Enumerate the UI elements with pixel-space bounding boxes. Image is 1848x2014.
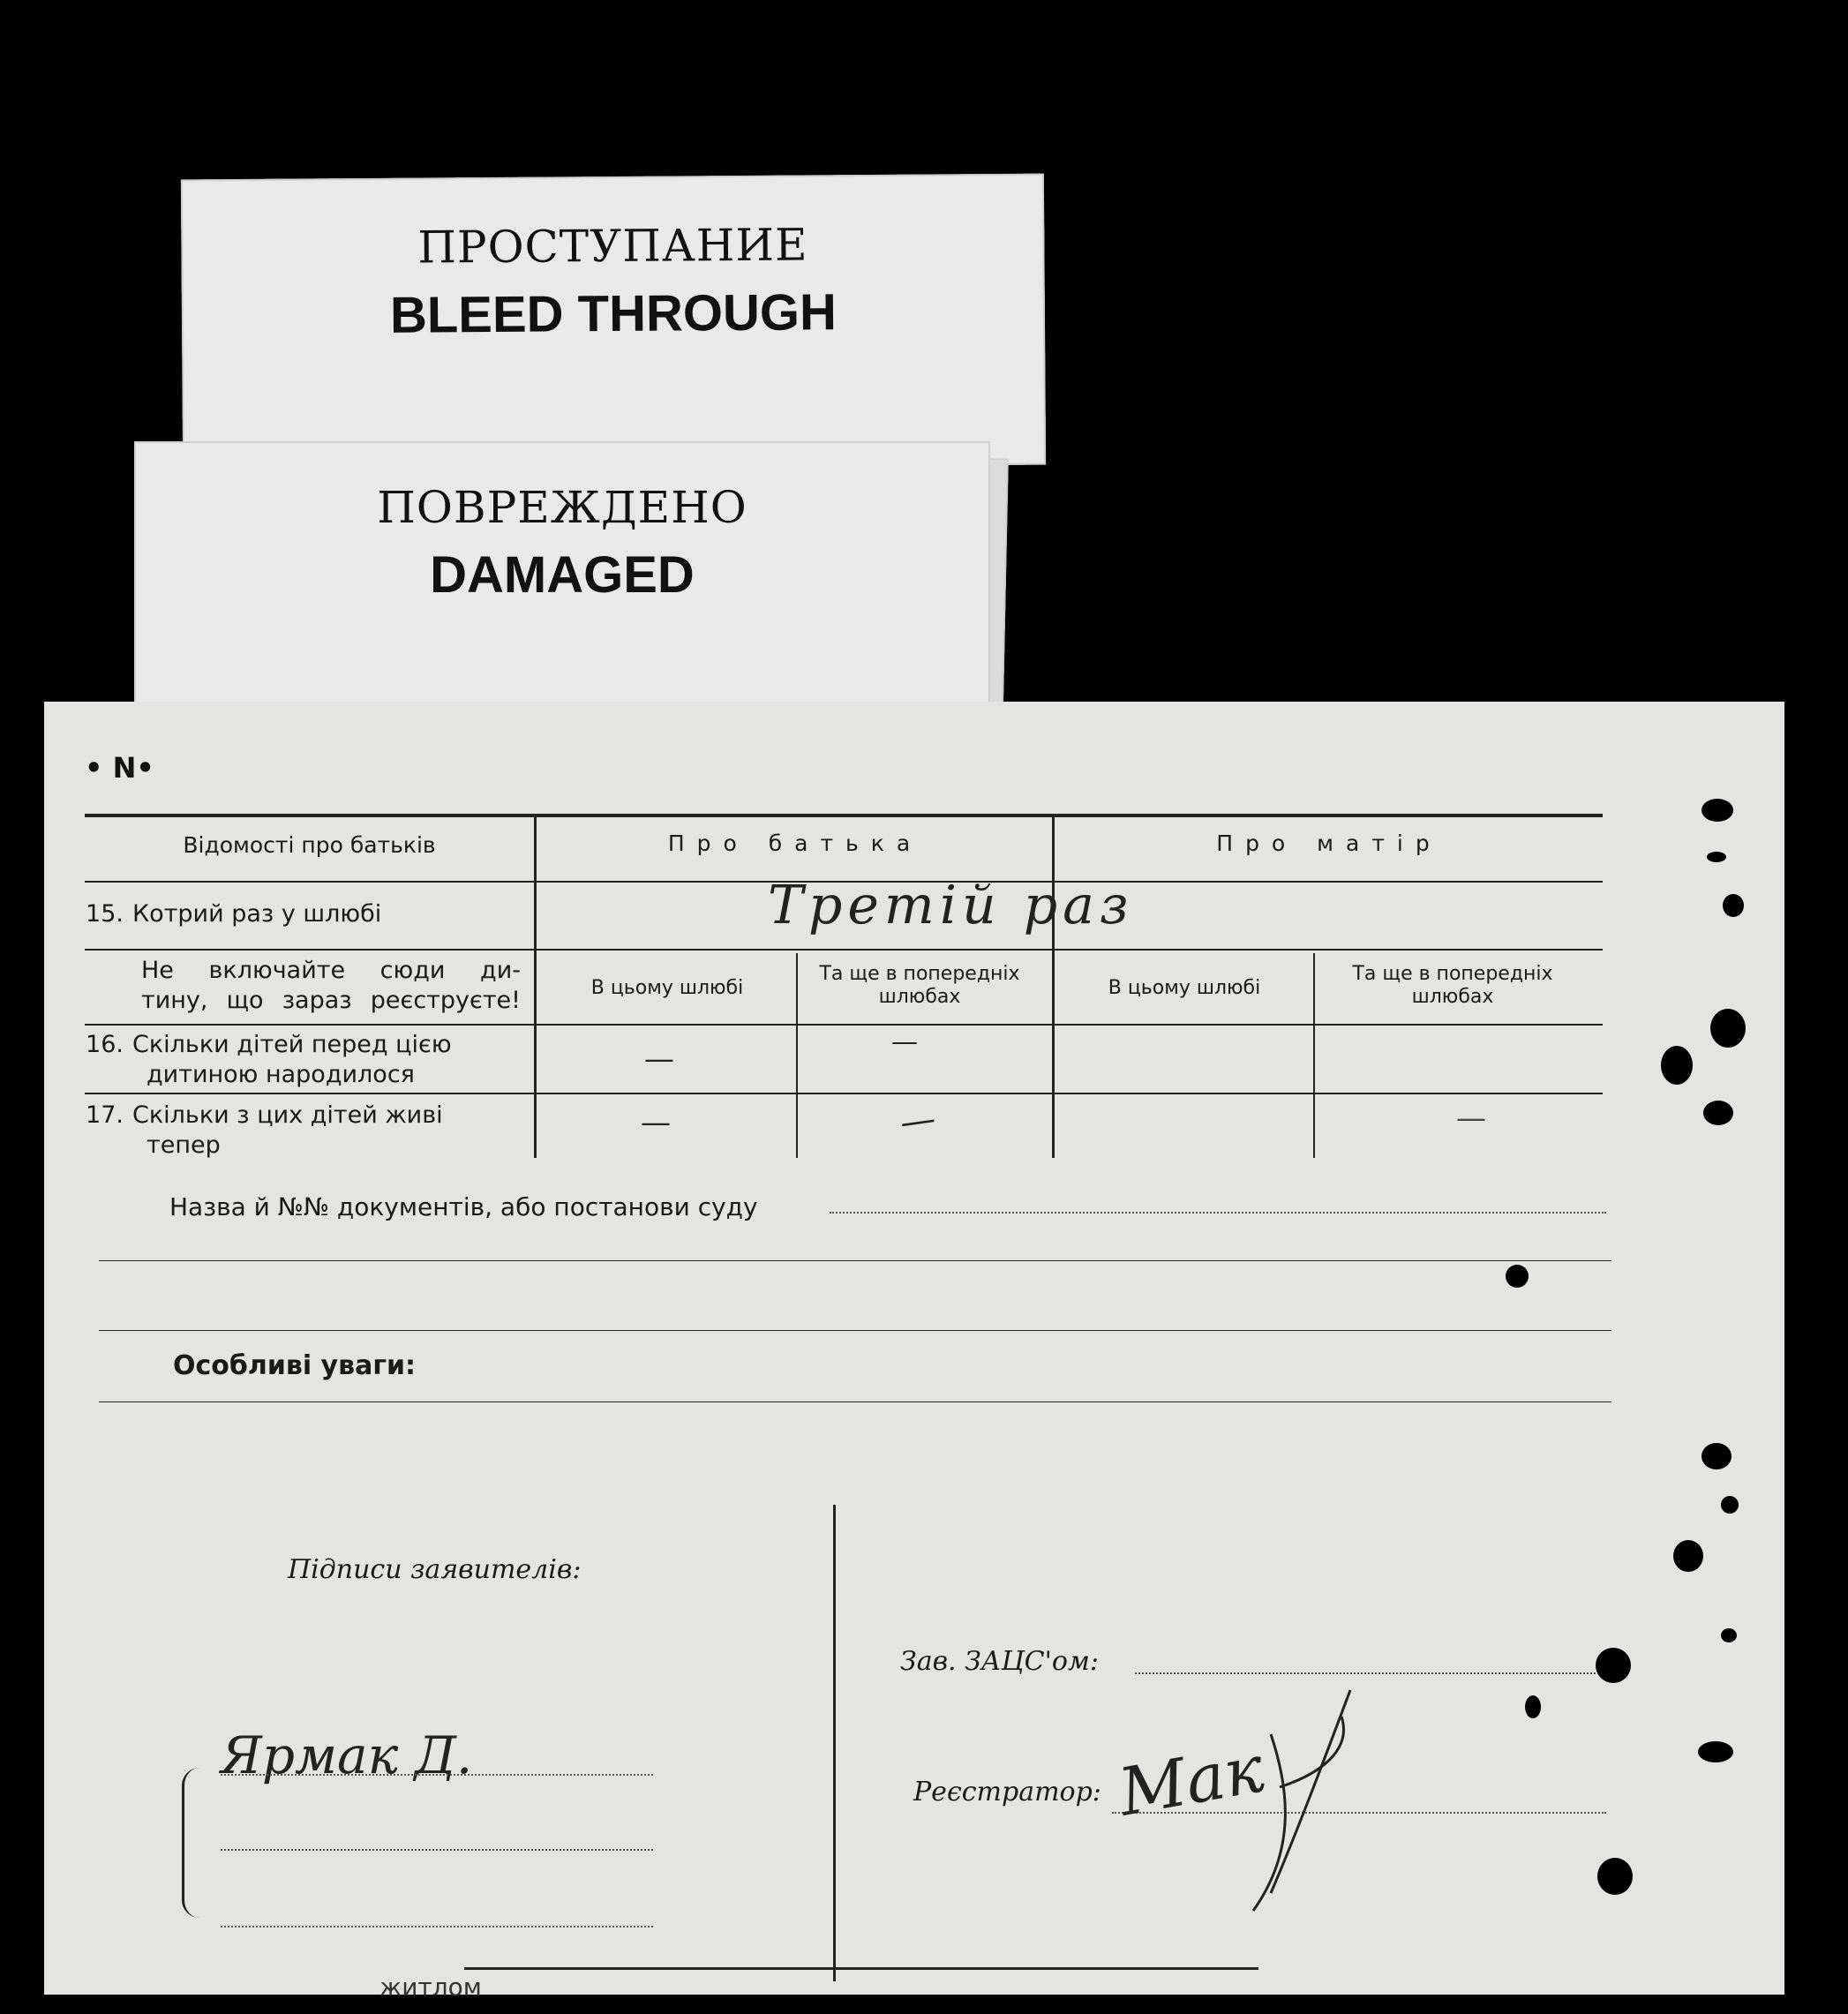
applicant-line-1 <box>221 1774 653 1776</box>
row17-line-2: тепер <box>146 1131 221 1159</box>
punch-hole-14 <box>1698 1741 1733 1762</box>
row17-question <box>74 1101 533 1131</box>
row17-line-1: Скільки з цих дітей живі <box>132 1101 443 1129</box>
punch-hole-2 <box>1707 852 1726 862</box>
row15-rule <box>85 949 1603 951</box>
documents-dotted-line <box>830 1212 1606 1214</box>
header-about-father: Про батька <box>667 830 923 856</box>
punch-hole-15 <box>1597 1858 1633 1895</box>
row16-question <box>74 1030 533 1060</box>
father-this-marriage-header: В цьому шлюбі <box>590 977 744 999</box>
row16-father-this-value: — <box>644 1041 674 1077</box>
damaged-notice <box>134 441 990 706</box>
row16-number: 16. <box>86 1031 124 1058</box>
mother-prev-marriages-header: Та ще в попередніх шлюбах <box>1352 963 1553 1008</box>
registration-form-page <box>44 702 1784 2002</box>
punch-hole-11 <box>1721 1628 1737 1642</box>
punch-hole-7 <box>1506 1265 1529 1288</box>
damaged-label-ua: ПОВРЕЖДЕНО <box>377 482 747 533</box>
row16-rule <box>85 1093 1603 1094</box>
row15-question <box>74 899 533 929</box>
punch-hole-5 <box>1661 1046 1693 1085</box>
col-divider-mother-sub <box>1313 953 1315 1158</box>
row16-father-prev-value: — <box>891 1026 918 1057</box>
col-divider-1 <box>534 814 537 1158</box>
row15-handwritten-value: Третій раз <box>768 875 1134 936</box>
damaged-label-en: DAMAGED <box>430 546 695 604</box>
punch-hole-3 <box>1723 894 1744 917</box>
applicant-line-2 <box>221 1849 653 1851</box>
applicant-bracket <box>182 1768 202 1918</box>
registrar-label: Реєстратор: <box>913 1777 1101 1807</box>
punch-hole-1 <box>1702 799 1733 822</box>
bleed-through-label-en: BLEED THROUGH <box>389 283 838 344</box>
header-parents-info: Відомості про батьків <box>183 832 436 858</box>
row16-line-1: Скільки дітей перед цією <box>132 1031 452 1058</box>
row17-mother-prev-value: — <box>1456 1101 1486 1136</box>
bleed-through-label-ua: ПРОСТУПАНИЕ <box>417 219 808 274</box>
corner-mark: • N• <box>85 751 154 785</box>
bottom-rule <box>464 1967 1258 1970</box>
punch-hole-10 <box>1673 1540 1703 1572</box>
applicant-signature: Ярмак Д. <box>221 1725 473 1785</box>
table-top-rule <box>85 814 1603 817</box>
bleed-through-notice <box>181 174 1046 471</box>
row17-father-prev-value: — <box>897 1098 939 1144</box>
documents-line-2 <box>99 1260 1611 1261</box>
signatures-label: Підписи заявителів: <box>288 1554 582 1585</box>
col-divider-father-sub <box>796 953 798 1158</box>
applicant-line-3 <box>221 1926 653 1928</box>
documents-line-3 <box>99 1330 1611 1331</box>
notes-label: Особливі уваги: <box>173 1350 417 1381</box>
punch-hole-4 <box>1710 1009 1746 1048</box>
bottom-cut-text: житлом <box>379 1973 482 2002</box>
father-prev-marriages-header: Та ще в попередніх шлюбах <box>819 963 1020 1008</box>
registrar-signature-flourish <box>1138 1681 1456 1973</box>
col-divider-2 <box>1052 814 1055 1158</box>
header-about-mother: Про матір <box>1216 830 1442 856</box>
row17-father-this-value: — <box>641 1105 671 1140</box>
row17-number: 17. <box>86 1101 124 1129</box>
head-label: Зав. ЗАЦС'ом: <box>900 1646 1099 1677</box>
documents-label: Назва й №№ документів, або постанови суду <box>169 1192 758 1221</box>
row16-line-2: дитиною народилося <box>146 1061 415 1088</box>
mother-this-marriage-header: В цьому шлюбі <box>1108 977 1261 999</box>
punch-hole-9 <box>1721 1496 1739 1514</box>
punch-hole-13 <box>1525 1695 1541 1718</box>
note-line-1: Не включайте сюди ди- <box>141 957 521 984</box>
registrar-signature: Мак <box>1113 1731 1270 1831</box>
punch-hole-8 <box>1702 1443 1732 1469</box>
punch-hole-6 <box>1703 1101 1733 1125</box>
subheader-rule <box>85 1024 1603 1026</box>
signature-divider <box>833 1505 836 1981</box>
note-line-2: тину, що зараз реєструєте! <box>141 987 521 1014</box>
row15-number: 15. <box>86 900 124 928</box>
head-dotted-line <box>1135 1672 1603 1674</box>
row15-label: Котрий раз у шлюбі <box>132 900 382 928</box>
punch-hole-12 <box>1596 1648 1631 1683</box>
